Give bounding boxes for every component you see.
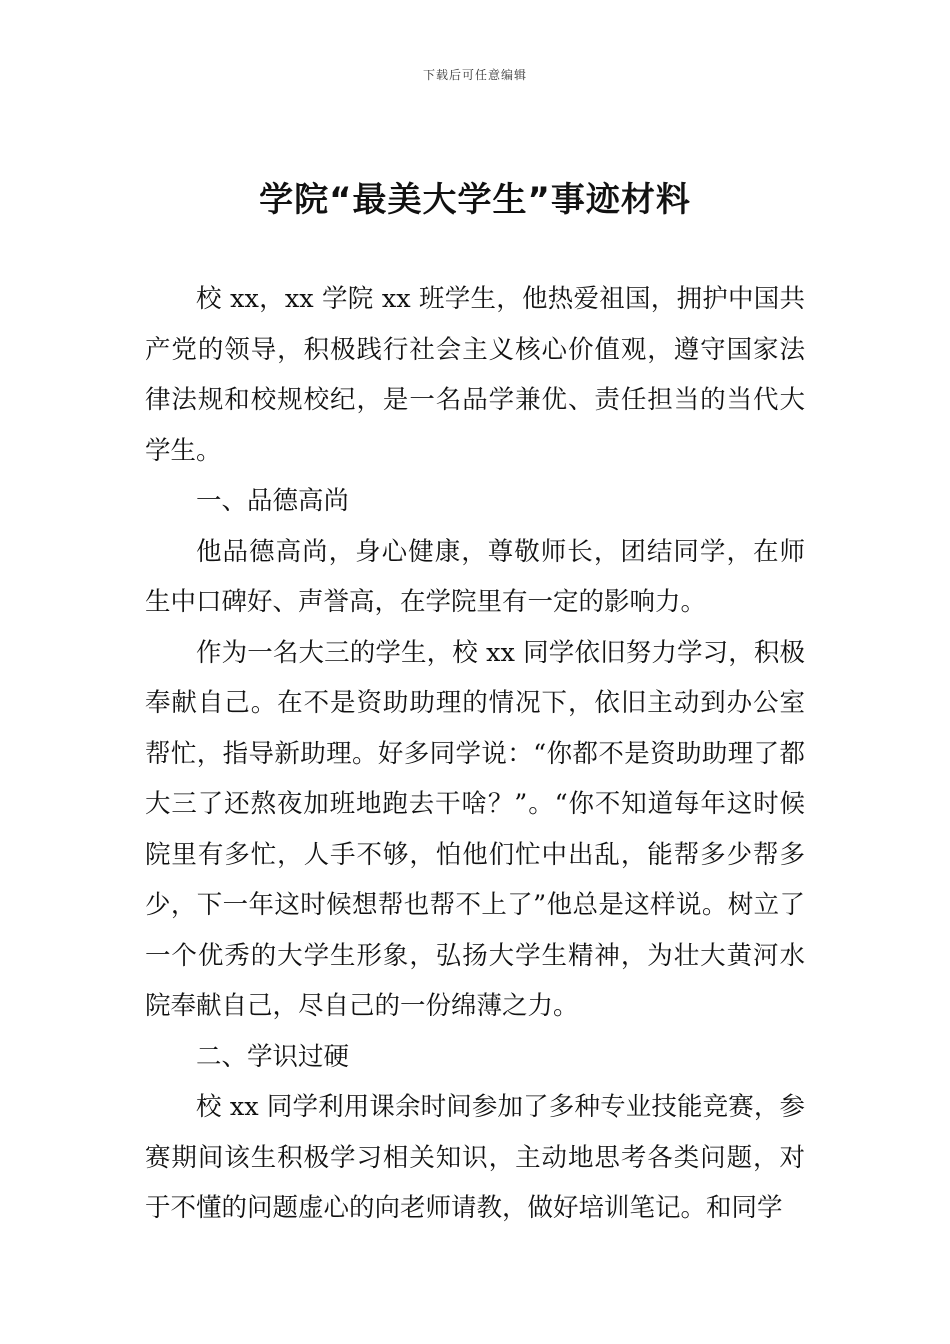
paragraph-competitions: 校 xx 同学利用课余时间参加了多种专业技能竞赛，参赛期间该生积极学习相关知识，主动地思考各类问题，对于不懂的问题虚心的向老师请教，做好培训笔记。和同学	[145, 1092, 805, 1223]
document-title: 学院“最美大学生”事迹材料	[259, 180, 691, 220]
section-heading-1: 一、品德高尚	[196, 486, 350, 516]
section-heading-2: 二、学识过硬	[196, 1041, 350, 1072]
paragraph-dedication: 作为一名大三的学生，校 xx 同学依旧努力学习，积极奉献自己。在不是资助助理的情况下，依旧主动到办公室帮忙，指导新助理。好多同学说：“你都不是资助助理了都大三了还熬夜加班地跑去干啥？”。“你不知道每年这时候院里有多忙，人手不够，怕他们忙中出乱，能帮多少帮多少，下一年这时候想帮也帮不上了”他总是这样说。树立了一个优秀的大学生形象，弘扬大学生精神，为壮大黄河水院奉献自己，尽自己的一份绵薄之力。	[145, 637, 805, 1021]
paragraph-character: 他品德高尚，身心健康，尊敬师长，团结同学，在师生中口碑好、声誉高，在学院里有一定的影响力。	[145, 536, 805, 617]
paragraph-intro: 校 xx，xx 学院 xx 班学生，他热爱祖国，拥护中国共产党的领导，积极践行社会主义核心价值观，遵守国家法律法规和校规校纪，是一名品学兼优、责任担当的当代大学生。	[145, 284, 805, 466]
document-body	[145, 274, 805, 1234]
header-note: 下载后可任意编辑	[422, 68, 527, 82]
